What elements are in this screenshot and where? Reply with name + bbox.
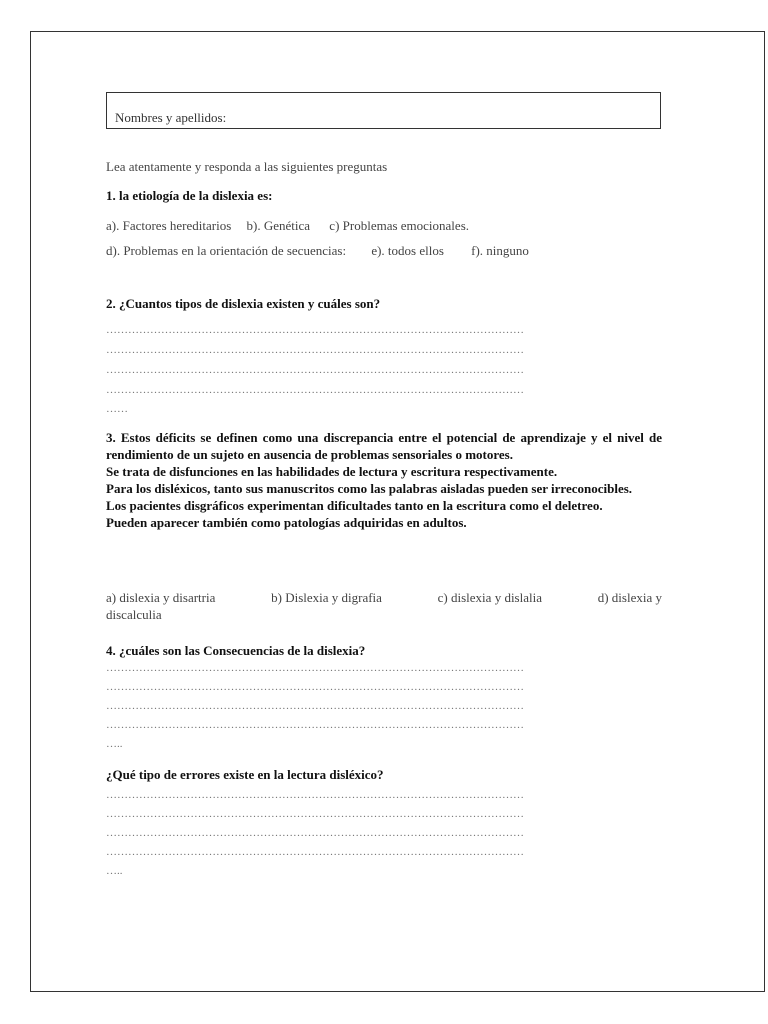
- answer-line: ……………………………………………………………………………………………………: [106, 324, 524, 336]
- question-5-title: ¿Qué tipo de errores existe en la lectura disléxico?: [106, 767, 384, 782]
- option-1b: b). Genética: [246, 218, 311, 233]
- instructions-text: Lea atentamente y responda a las siguientes preguntas: [106, 159, 388, 174]
- question-3-paragraph: Se trata de disfunciones en las habilidades de lectura y escritura respectivamente.: [106, 464, 558, 479]
- option-3c: c) dislexia y dislalia: [437, 590, 542, 605]
- option-1d: d). Problemas en la orientación de secuencias:: [106, 243, 347, 258]
- option-1f: f). ninguno: [471, 243, 529, 258]
- option-1e: e). todos ellos: [371, 243, 444, 258]
- question-3-options: [106, 589, 662, 623]
- question-1-options-row-2: [106, 243, 529, 259]
- answer-line: ……………………………………………………………………………………………………: [106, 827, 524, 839]
- question-2-title: 2. ¿Cuantos tipos de dislexia existen y cuáles son?: [106, 296, 381, 311]
- answer-line: ……………………………………………………………………………………………………: [106, 384, 524, 396]
- answer-line: ……………………………………………………………………………………………………: [106, 662, 524, 674]
- answer-line: …..: [106, 865, 123, 877]
- question-3-paragraph: Los pacientes disgráficos experimentan dificultades tanto en la escritura como el deletreo.: [106, 498, 603, 513]
- option-3d-continuation: discalculia: [106, 607, 162, 622]
- question-1-options-row-1: [106, 218, 469, 234]
- answer-line: ……………………………………………………………………………………………………: [106, 344, 524, 356]
- question-1-title: 1. la etiología de la dislexia es:: [106, 188, 273, 203]
- answer-line: …..: [106, 738, 123, 750]
- answer-line: ……………………………………………………………………………………………………: [106, 846, 524, 858]
- question-3-paragraph: Pueden aparecer también como patologías adquiridas en adultos.: [106, 515, 467, 530]
- option-3d: d) dislexia y: [597, 590, 662, 605]
- name-field-box: [106, 92, 661, 129]
- option-1a: a). Factores hereditarios: [106, 218, 232, 233]
- question-3-paragraph: 3. Estos déficits se definen como una discrepancia entre el potencial de aprendizaje y el nivel de rendimiento de un sujeto en ausencia de problemas sensoriales o motores.: [106, 430, 662, 462]
- answer-line: ……………………………………………………………………………………………………: [106, 789, 524, 801]
- question-3-text: [106, 429, 662, 531]
- answer-line: ……………………………………………………………………………………………………: [106, 700, 524, 712]
- answer-line: ……………………………………………………………………………………………………: [106, 719, 524, 731]
- option-3b: b) Dislexia y digrafia: [271, 590, 382, 605]
- option-1c: c) Problemas emocionales.: [329, 218, 470, 233]
- answer-line: ……………………………………………………………………………………………………: [106, 364, 524, 376]
- answer-line: ……………………………………………………………………………………………………: [106, 808, 524, 820]
- answer-line: ……: [106, 403, 128, 415]
- answer-line: ……………………………………………………………………………………………………: [106, 681, 524, 693]
- question-3-paragraph: Para los disléxicos, tanto sus manuscritos como las palabras aisladas pueden ser irreconocibles.: [106, 481, 633, 496]
- question-4-title: 4. ¿cuáles son las Consecuencias de la dislexia?: [106, 643, 366, 658]
- option-3a: a) dislexia y disartria: [106, 590, 216, 605]
- name-label: Nombres y apellidos:: [115, 110, 227, 125]
